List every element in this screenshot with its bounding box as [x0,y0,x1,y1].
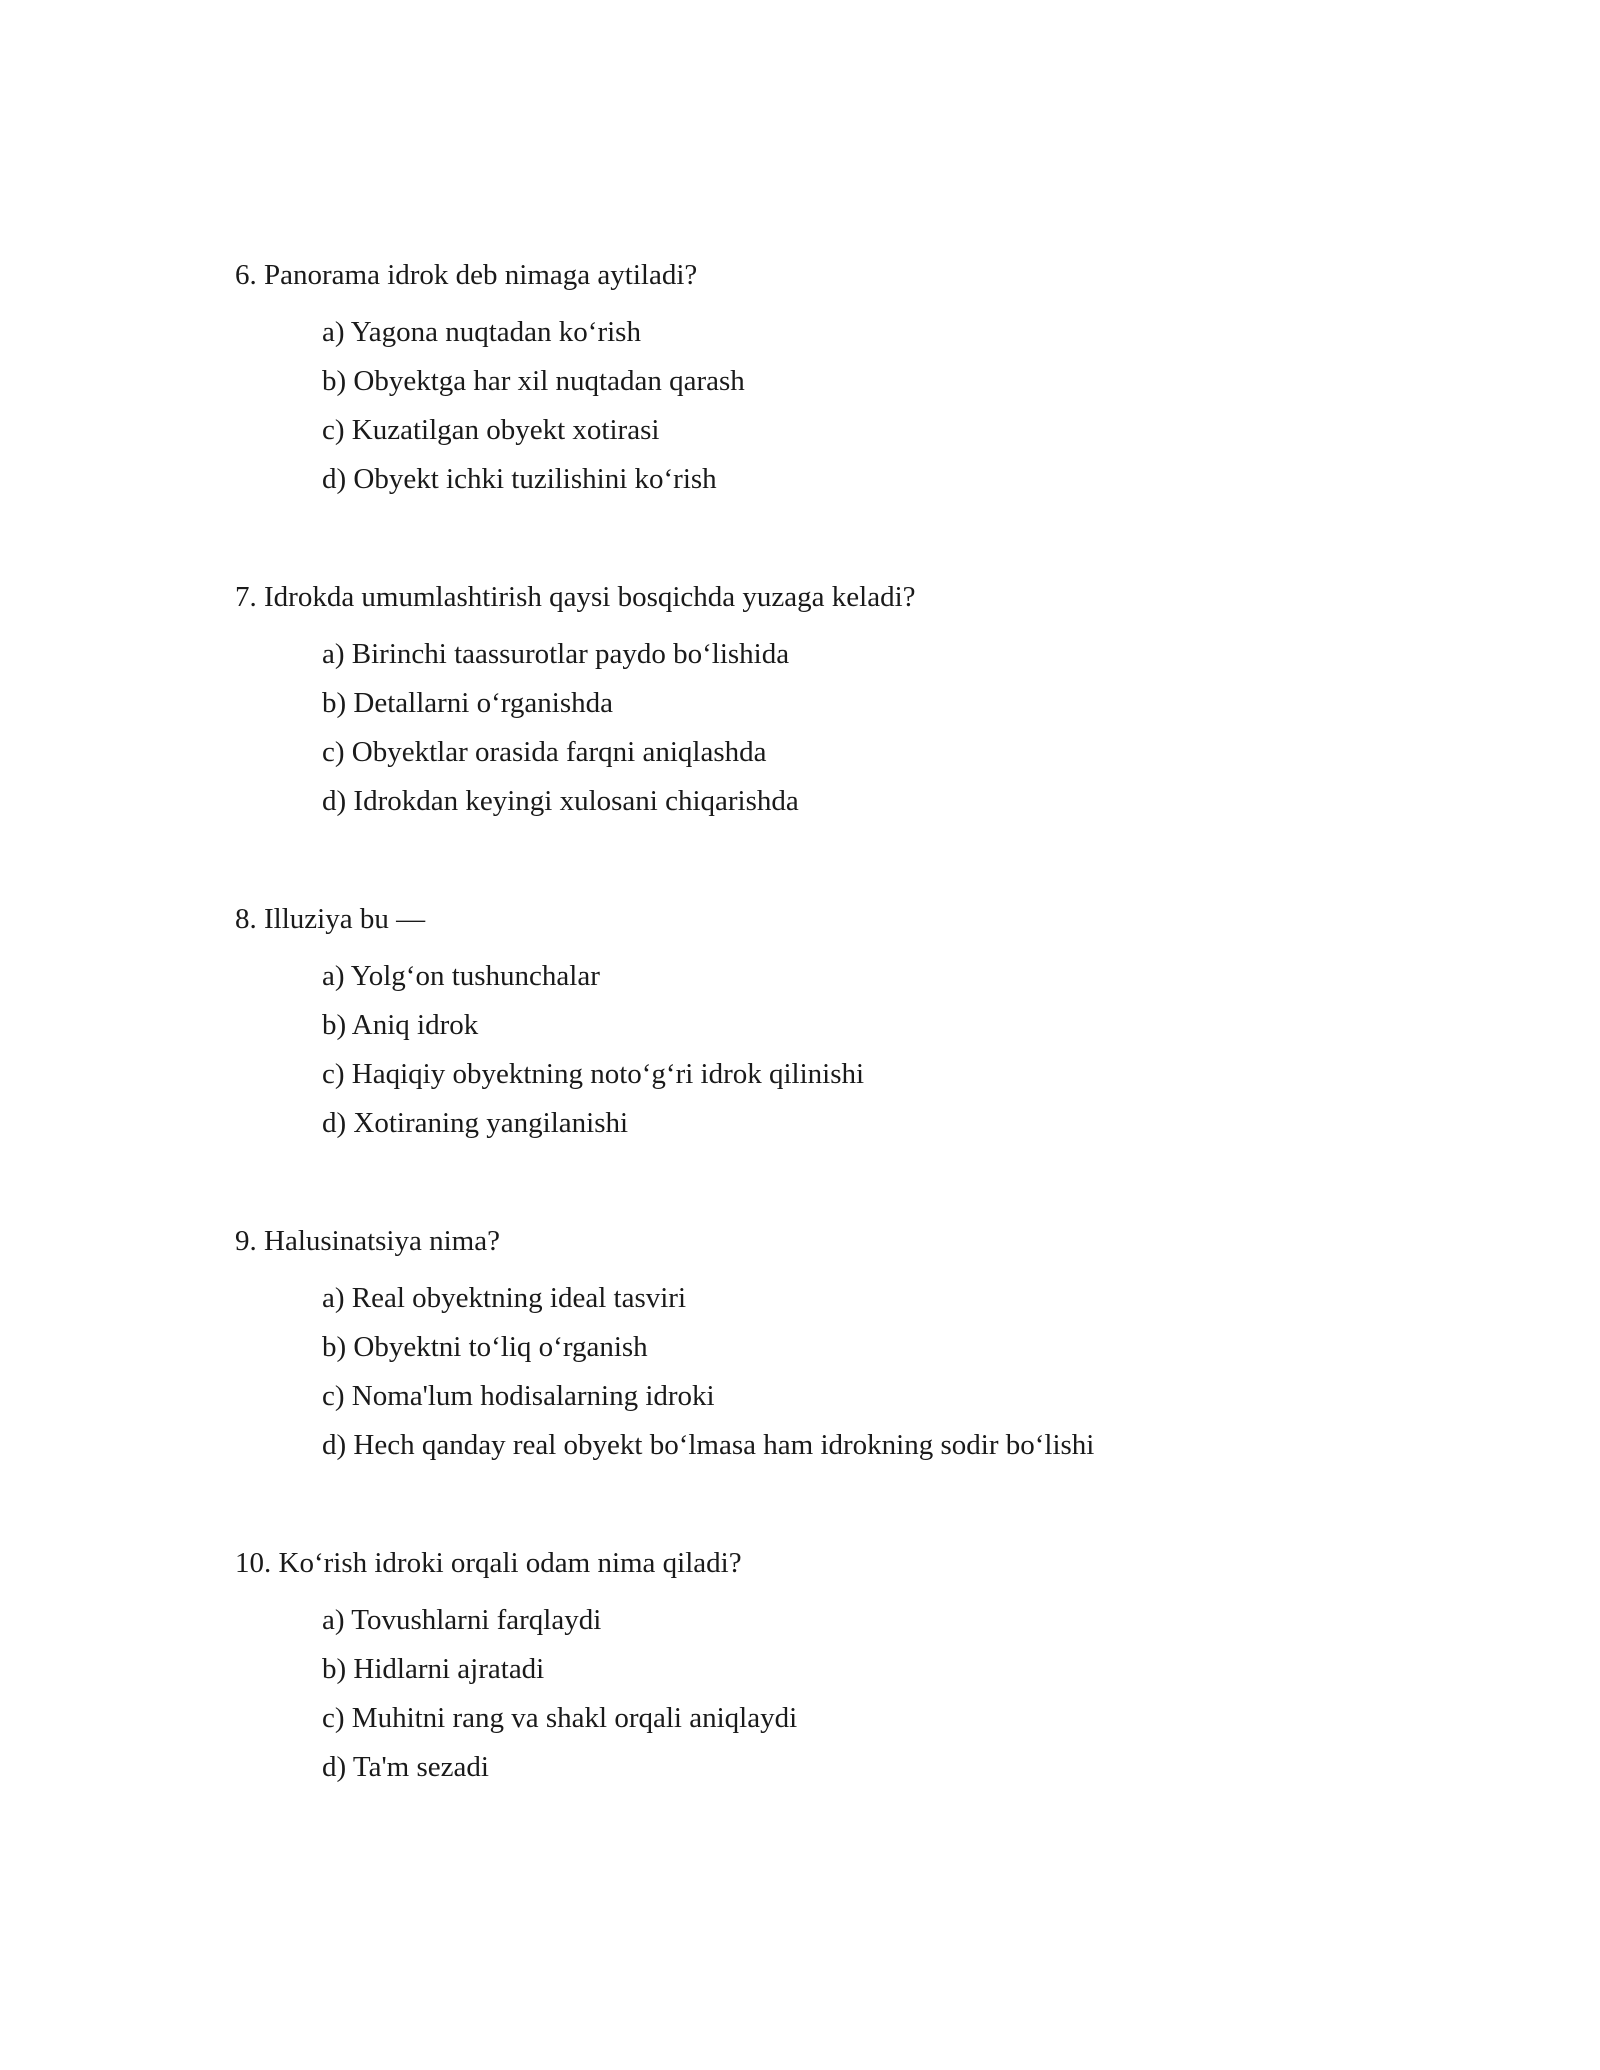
answer-option-b: b) Hidlarni ajratadi [322,1653,545,1685]
answer-options [235,314,1435,497]
question-10 [235,1545,1435,1785]
answer-option-c: c) Muhitni rang va shakl orqali aniqlaydi [322,1702,798,1734]
question-7 [235,579,1435,819]
answer-option-d: d) Xotiraning yangilanishi [322,1107,629,1139]
answer-option-a: a) Birinchi taassurotlar paydo bo‘lishida [322,638,790,670]
question-text: 9. Halusinatsiya nima? [235,1225,500,1257]
answer-option-b: b) Obyektni to‘liq o‘rganish [322,1331,648,1363]
answer-option-a: a) Tovushlarni farqlaydi [322,1604,602,1636]
question-text: 8. Illuziya bu — [235,903,426,935]
question-text: 6. Panorama idrok deb nimaga aytiladi? [235,259,698,291]
question-text: 7. Idrokda umumlashtirish qaysi bosqichda yuzaga keladi? [235,581,916,613]
answer-options [235,1602,1435,1785]
answer-option-c: c) Noma'lum hodisalarning idroki [322,1380,715,1412]
answer-option-d: d) Ta'm sezadi [322,1751,489,1783]
answer-option-c: c) Obyektlar orasida farqni aniqlashda [322,736,767,768]
answer-option-a: a) Real obyektning ideal tasviri [322,1282,687,1314]
answer-option-d: d) Hech qanday real obyekt bo‘lmasa ham idrokning sodir bo‘lishi [322,1429,1095,1461]
question-8 [235,901,1435,1141]
answer-option-b: b) Obyektga har xil nuqtadan qarash [322,365,745,397]
answer-option-b: b) Aniq idrok [322,1009,479,1041]
answer-option-a: a) Yolg‘on tushunchalar [322,960,600,992]
answer-option-d: d) Obyekt ichki tuzilishini ko‘rish [322,463,717,495]
answer-option-c: c) Kuzatilgan obyekt xotirasi [322,414,660,446]
answer-option-a: a) Yagona nuqtadan ko‘rish [322,316,641,348]
answer-option-b: b) Detallarni o‘rganishda [322,687,613,719]
answer-options [235,1280,1435,1463]
question-text: 10. Ko‘rish idroki orqali odam nima qiladi? [235,1547,742,1579]
answer-option-c: c) Haqiqiy obyektning noto‘g‘ri idrok qilinishi [322,1058,865,1090]
answer-options [235,958,1435,1141]
answer-options [235,636,1435,819]
question-9 [235,1223,1435,1463]
question-6 [235,257,1435,497]
answer-option-d: d) Idrokdan keyingi xulosani chiqarishda [322,785,799,817]
